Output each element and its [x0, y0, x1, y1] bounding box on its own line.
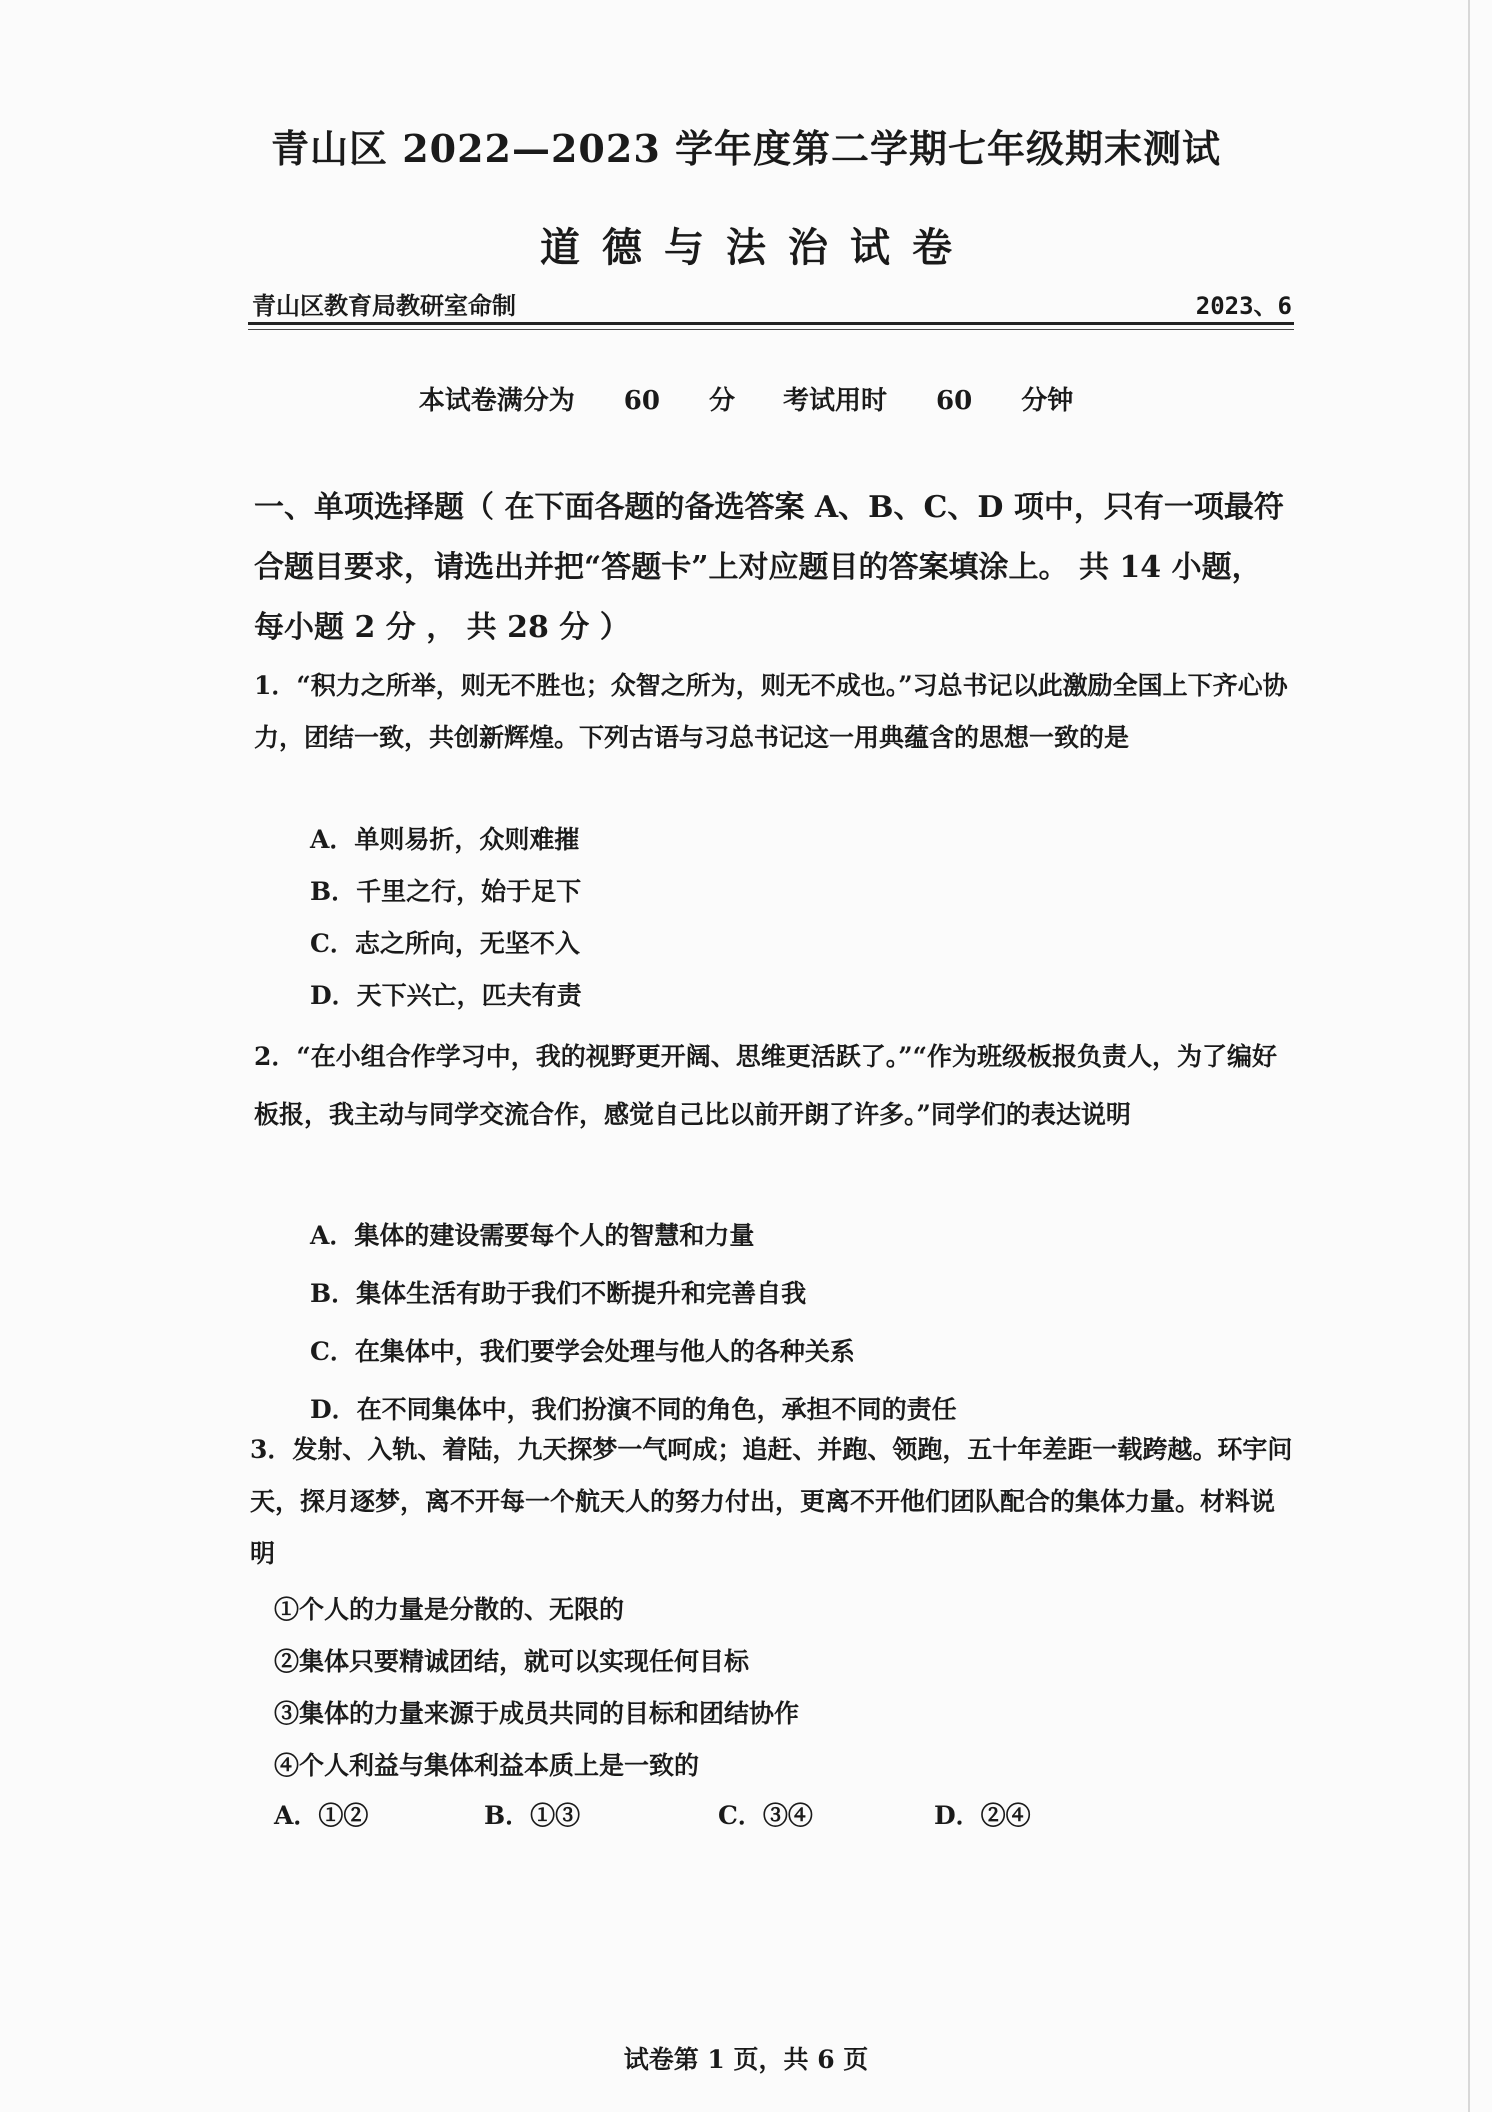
header-rule-thin: [248, 329, 1294, 330]
exam-info: [0, 380, 1492, 417]
question-3-option-d: D．②④: [934, 1801, 1031, 1830]
question-1-option-b: B．千里之行，始于足下: [310, 877, 582, 906]
question-2-option-b: B．集体生活有助于我们不断提升和完善自我: [310, 1279, 807, 1308]
publisher-label: 青山区教育局教研室命制: [252, 291, 516, 320]
page-footer: 试卷第 1 页，共 6 页: [623, 2045, 869, 2074]
question-3-option-c: C．③④: [718, 1801, 813, 1830]
exam-score: 本试卷满分为 60 分: [418, 386, 735, 416]
page-edge-line: [1468, 0, 1470, 2112]
question-2-option-a: A．集体的建设需要每个人的智慧和力量: [310, 1221, 755, 1250]
exam-date: 2023、6: [1195, 292, 1292, 320]
question-2-option-c: C．在集体中，我们要学会处理与他人的各种关系: [310, 1337, 855, 1366]
question-2-stem: 2．“在小组合作学习中，我的视野更开阔、思维更活跃了。”“作为班级板报负责人，为了编好板报，我主动与同学交流合作，感觉自己比以前开朗了许多。”同学们的表达说明: [254, 1042, 1278, 1129]
question-3-statement-1: ①个人的力量是分散的、无限的: [274, 1595, 625, 1624]
publisher-row: [252, 286, 1292, 322]
exam-time: 考试用时 60 分钟: [783, 386, 1074, 416]
question-1-option-a: A．单则易折，众则难摧: [310, 825, 580, 854]
exam-subtitle: 道德与法治试卷: [540, 224, 974, 271]
question-3-option-b: B．①③: [484, 1801, 581, 1830]
question-3-stem: 3．发射、入轨、着陆，九天探梦一气呵成；追赶、并跑、领跑，五十年差距一载跨越。环宇问天，探月逐梦，离不开每一个航天人的努力付出，更离不开他们团队配合的集体力量。材料说明: [250, 1435, 1293, 1568]
exam-title: 青山区 2022—2023 学年度第二学期七年级期末测试: [271, 126, 1221, 171]
question-1-stem: 1．“积力之所举，则无不胜也；众智之所为，则无不成也。”习总书记以此激励全国上下齐心协力，团结一致，共创新辉煌。下列古语与习总书记这一用典蕴含的思想一致的是: [254, 671, 1288, 752]
question-2-option-d: D．在不同集体中，我们扮演不同的角色，承担不同的责任: [310, 1395, 957, 1424]
question-1-option-c: C．志之所向，无坚不入: [310, 929, 580, 958]
header-rule-thick: [248, 322, 1294, 325]
question-3-statement-4: ④个人利益与集体利益本质上是一致的: [274, 1751, 700, 1780]
question-3-statement-3: ③集体的力量来源于成员共同的目标和团结协作: [274, 1699, 800, 1728]
section-heading: 一、单项选择题（ 在下面各题的备选答案 A、B、C、D 项中，只有一项最符合题目要求，请选出并把“答题卡”上对应题目的答案填涂上。 共 14 小题， 每小题 2 分 ， 共 28 分 ）: [254, 490, 1284, 645]
question-3-option-a: A．①②: [274, 1801, 369, 1830]
question-3-statement-2: ②集体只要精诚团结，就可以实现任何目标: [274, 1647, 750, 1676]
question-1-option-d: D．天下兴亡，匹夫有责: [310, 981, 582, 1010]
